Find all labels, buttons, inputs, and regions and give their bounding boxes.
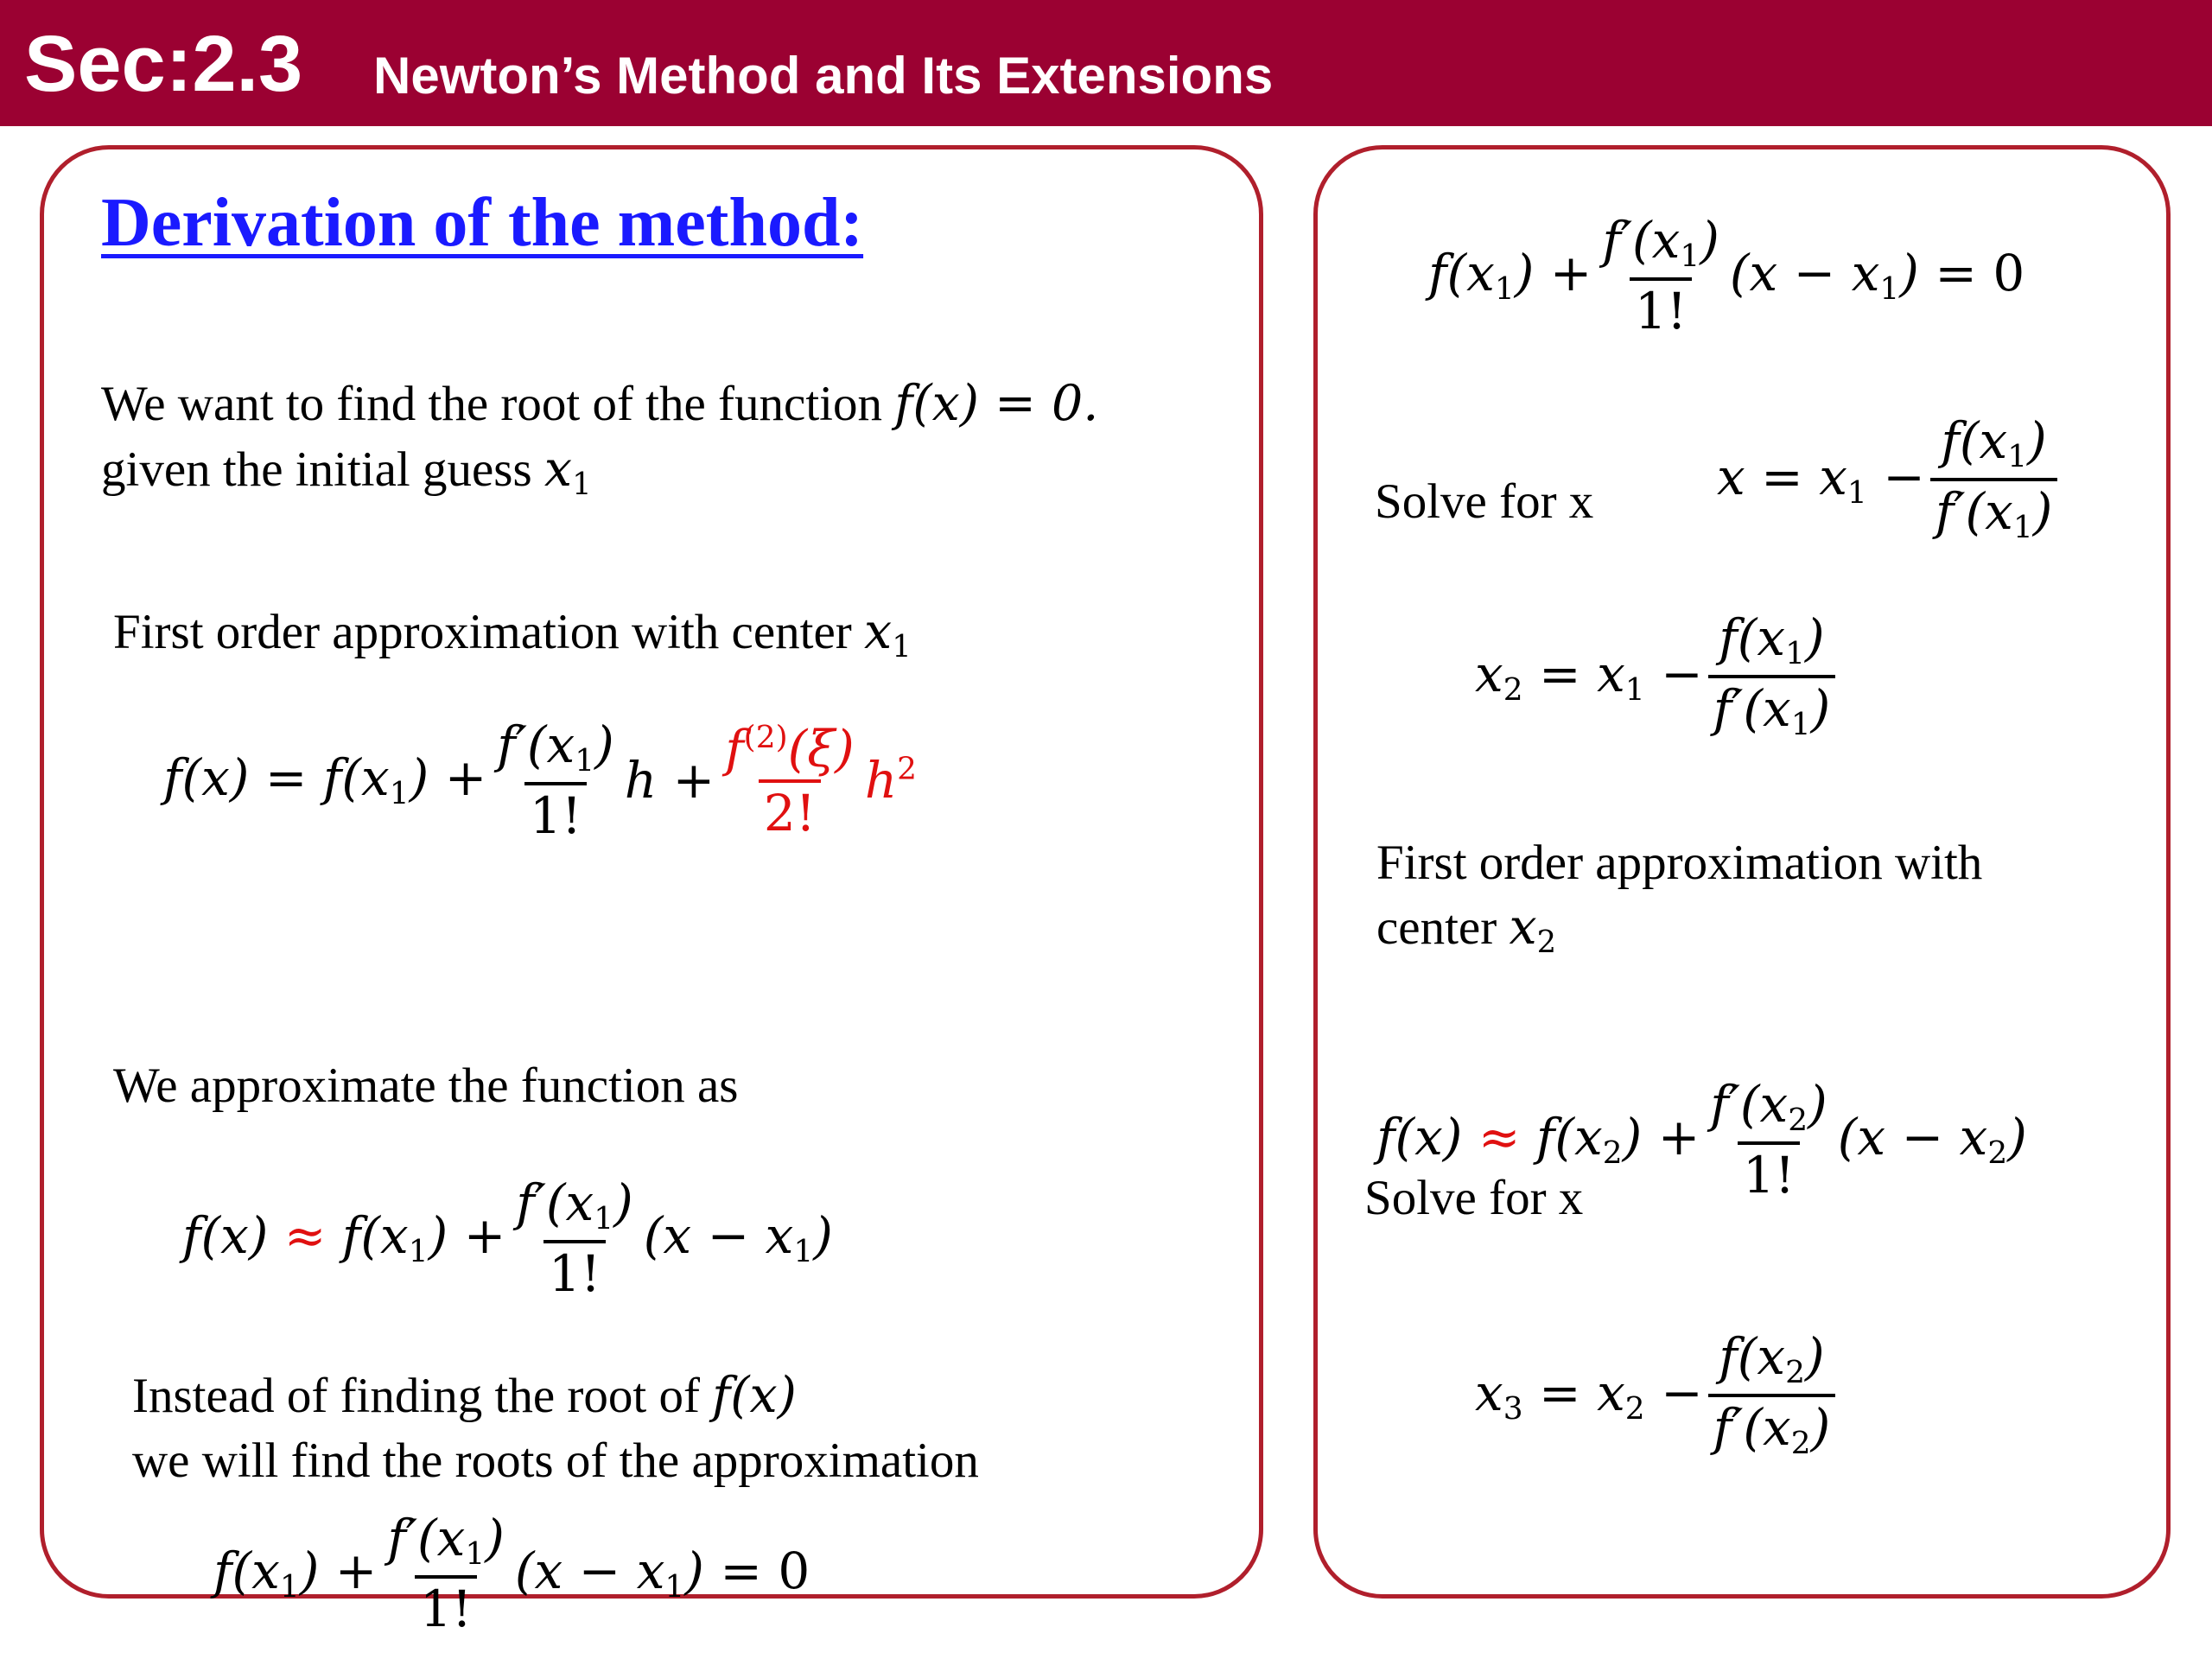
x3-equation: $x_3 = x_2$ − $\frac{f(x_2)}{f'(x_2)}$ [1475, 1332, 1840, 1459]
section-number: Sec:2.3 [24, 20, 303, 108]
first-order-center-x2: $x_2$ [1509, 899, 1557, 960]
approx-2-derivative-fraction: $\frac{f'(x_2)}{1!}$ [1710, 1075, 1827, 1205]
solve-equation-1: $x = x_1$ − $\frac{f(x_1)}{f'(x_1)}$ [1717, 416, 2063, 543]
taylor-equation: $f(x) = f(x_1)$ + $\frac{f'(x_1)}{1!}$ h + $\frac{f^{(2)}(\xi)}{2!}$ $h^2$ [163, 715, 918, 846]
derivation-heading: Derivation of the method: [101, 185, 864, 261]
x2-fraction: $\frac{f(x_1)}{f'(x_1)}$ [1708, 613, 1836, 741]
first-order-right-line-1: First order approximation with [1376, 836, 1983, 890]
approx-text: We approximate the function as [113, 1058, 739, 1113]
section-title: Newton’s Method and Its Extensions [373, 47, 1274, 105]
right-panel [1313, 145, 2171, 1599]
intro-math-fx: f(x) = 0. [894, 375, 1099, 432]
root-equation-left: $f(x_1)$ + $\frac{f'(x_1)}{1!}$ $(x - x_1) = 0$ [213, 1509, 810, 1639]
solve-text-2: Solve for x [1364, 1171, 1584, 1225]
left-panel [40, 145, 1263, 1639]
right-root-derivative-fraction: $\frac{f'(x_1)}{1!}$ [1602, 211, 1719, 341]
approx-derivative-fraction: $\frac{f'(x_1)}{1!}$ [516, 1173, 633, 1304]
solve-text-1: Solve for x [1375, 474, 1594, 529]
intro-math-x1: $x_1$ [543, 441, 592, 502]
right-root-equation: $f(x_1)$ + $\frac{f'(x_1)}{1!}$ $(x - x_1) = 0$ [1428, 211, 2025, 341]
x3-fraction: $\frac{f(x_2)}{f'(x_2)}$ [1708, 1332, 1836, 1459]
x2-equation: $x_2 = x_1$ − $\frac{f(x_1)}{f'(x_1)}$ [1475, 613, 1840, 741]
root-derivative-fraction: $\frac{f'(x_1)}{1!}$ [387, 1509, 505, 1639]
first-order-text: First order approximation with center $x_1$ [113, 603, 912, 664]
solve-1-fraction: $\frac{f(x_1)}{f'(x_1)}$ [1930, 416, 2058, 543]
instead-math-fx: f(x) [712, 1367, 797, 1424]
first-order-right-line-2: center $x_2$ [1376, 899, 1557, 960]
instead-line-1: Instead of finding the root of f(x) [132, 1367, 797, 1424]
instead-line-2: we will find the roots of the approximation [132, 1433, 979, 1488]
header-bar [0, 0, 2212, 126]
approx-equation: $f(x) \approx f(x_1)$ + $\frac{f'(x_1)}{1!}$ $(x - x_1)$ [182, 1173, 833, 1304]
taylor-remainder-fraction: $\frac{f^{(2)}(\xi)}{2!}$ [725, 719, 855, 842]
intro-line-2: given the initial guess $x_1$ [101, 441, 592, 502]
first-order-center-x1: $x_1$ [864, 603, 912, 664]
intro-line-1: We want to find the root of the function f(x) = 0. [101, 375, 1099, 432]
taylor-first-derivative-fraction: $\frac{f'(x_1)}{1!}$ [497, 715, 614, 846]
approx-equation-2: $f(x) \approx f(x_2)$ + $\frac{f'(x_2)}{1!}$ $(x - x_2)$ [1376, 1075, 2027, 1205]
